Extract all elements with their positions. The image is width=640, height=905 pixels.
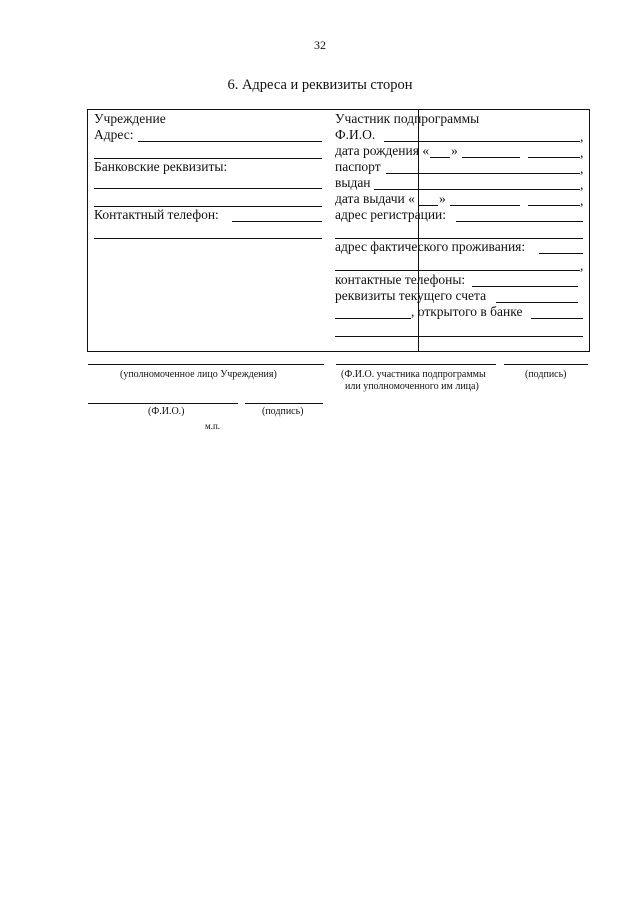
participant-account-label: реквизиты текущего счета <box>335 288 487 303</box>
participant-reg-address-label: адрес регистрации: <box>335 207 447 222</box>
participant-actual-address-field-2[interactable] <box>335 270 580 271</box>
participant-issue-day-field[interactable] <box>418 205 438 206</box>
participant-birth-day-field[interactable] <box>430 157 450 158</box>
fio-signature-line[interactable] <box>88 403 238 404</box>
participant-birth-month-field[interactable] <box>462 157 520 158</box>
participant-actual-address-label: адрес фактического проживания: <box>335 239 526 254</box>
participant-heading: Участник подпрограммы <box>335 111 480 126</box>
participant-actual-address-field[interactable] <box>539 253 583 254</box>
comma: , <box>580 177 584 192</box>
participant-signature-caption: (подпись) <box>525 369 567 380</box>
participant-issue-date-close: » <box>439 191 446 206</box>
participant-issued-label: выдан <box>335 175 371 190</box>
participant-passport-field[interactable] <box>386 173 580 174</box>
participant-bank-open-label: , открытого в банке <box>411 304 523 319</box>
stamp-placeholder: м.п. <box>205 421 221 431</box>
comma: , <box>580 193 584 208</box>
comma: , <box>580 145 584 160</box>
participant-issue-month-field[interactable] <box>450 205 520 206</box>
participant-signature-line[interactable] <box>504 364 588 365</box>
participant-bank-field-2[interactable] <box>335 336 583 337</box>
participant-phones-field[interactable] <box>472 286 578 287</box>
participant-reg-address-field[interactable] <box>456 221 583 222</box>
participant-passport-label: паспорт <box>335 159 381 174</box>
participant-name-caption: (Ф.И.О. участника подпрограммы <box>341 369 486 380</box>
participant-name-caption-2: или уполномоченного им лица) <box>345 381 479 392</box>
fio-caption: (Ф.И.О.) <box>148 406 185 417</box>
institution-signature-caption: (уполномоченное лицо Учреждения) <box>120 369 277 380</box>
participant-birth-year-field[interactable] <box>528 157 580 158</box>
requisites-table <box>87 109 590 352</box>
participant-birth-close: » <box>451 143 458 158</box>
page-number: 32 <box>314 38 326 52</box>
institution-bank-field[interactable] <box>94 188 322 189</box>
section-title: 6. Адреса и реквизиты сторон <box>227 77 413 93</box>
participant-birth-label: дата рождения « <box>335 143 430 158</box>
participant-issued-field[interactable] <box>374 189 580 190</box>
institution-address-label: Адрес: <box>94 127 134 142</box>
comma: , <box>580 258 584 273</box>
participant-phones-label: контактные телефоны: <box>335 272 466 287</box>
comma: , <box>580 161 584 176</box>
institution-signature-line[interactable] <box>88 364 324 365</box>
sign-line[interactable] <box>245 403 323 404</box>
institution-heading: Учреждение <box>94 111 166 126</box>
institution-address-field[interactable] <box>138 141 322 142</box>
institution-phone-field[interactable] <box>232 221 322 222</box>
participant-issue-date-label: дата выдачи « <box>335 191 415 206</box>
participant-fio-label: Ф.И.О. <box>335 127 376 142</box>
participant-account-field-2[interactable] <box>335 318 411 319</box>
participant-bank-field[interactable] <box>531 318 583 319</box>
comma: , <box>580 129 584 144</box>
institution-phone-field-2[interactable] <box>94 238 322 239</box>
institution-phone-label: Контактный телефон: <box>94 207 219 222</box>
institution-bank-label: Банковские реквизиты: <box>94 159 228 174</box>
participant-issue-year-field[interactable] <box>528 205 580 206</box>
participant-fio-field[interactable] <box>384 141 580 142</box>
participant-account-field[interactable] <box>496 302 578 303</box>
participant-name-line[interactable] <box>336 364 496 365</box>
sign-caption: (подпись) <box>262 406 304 417</box>
